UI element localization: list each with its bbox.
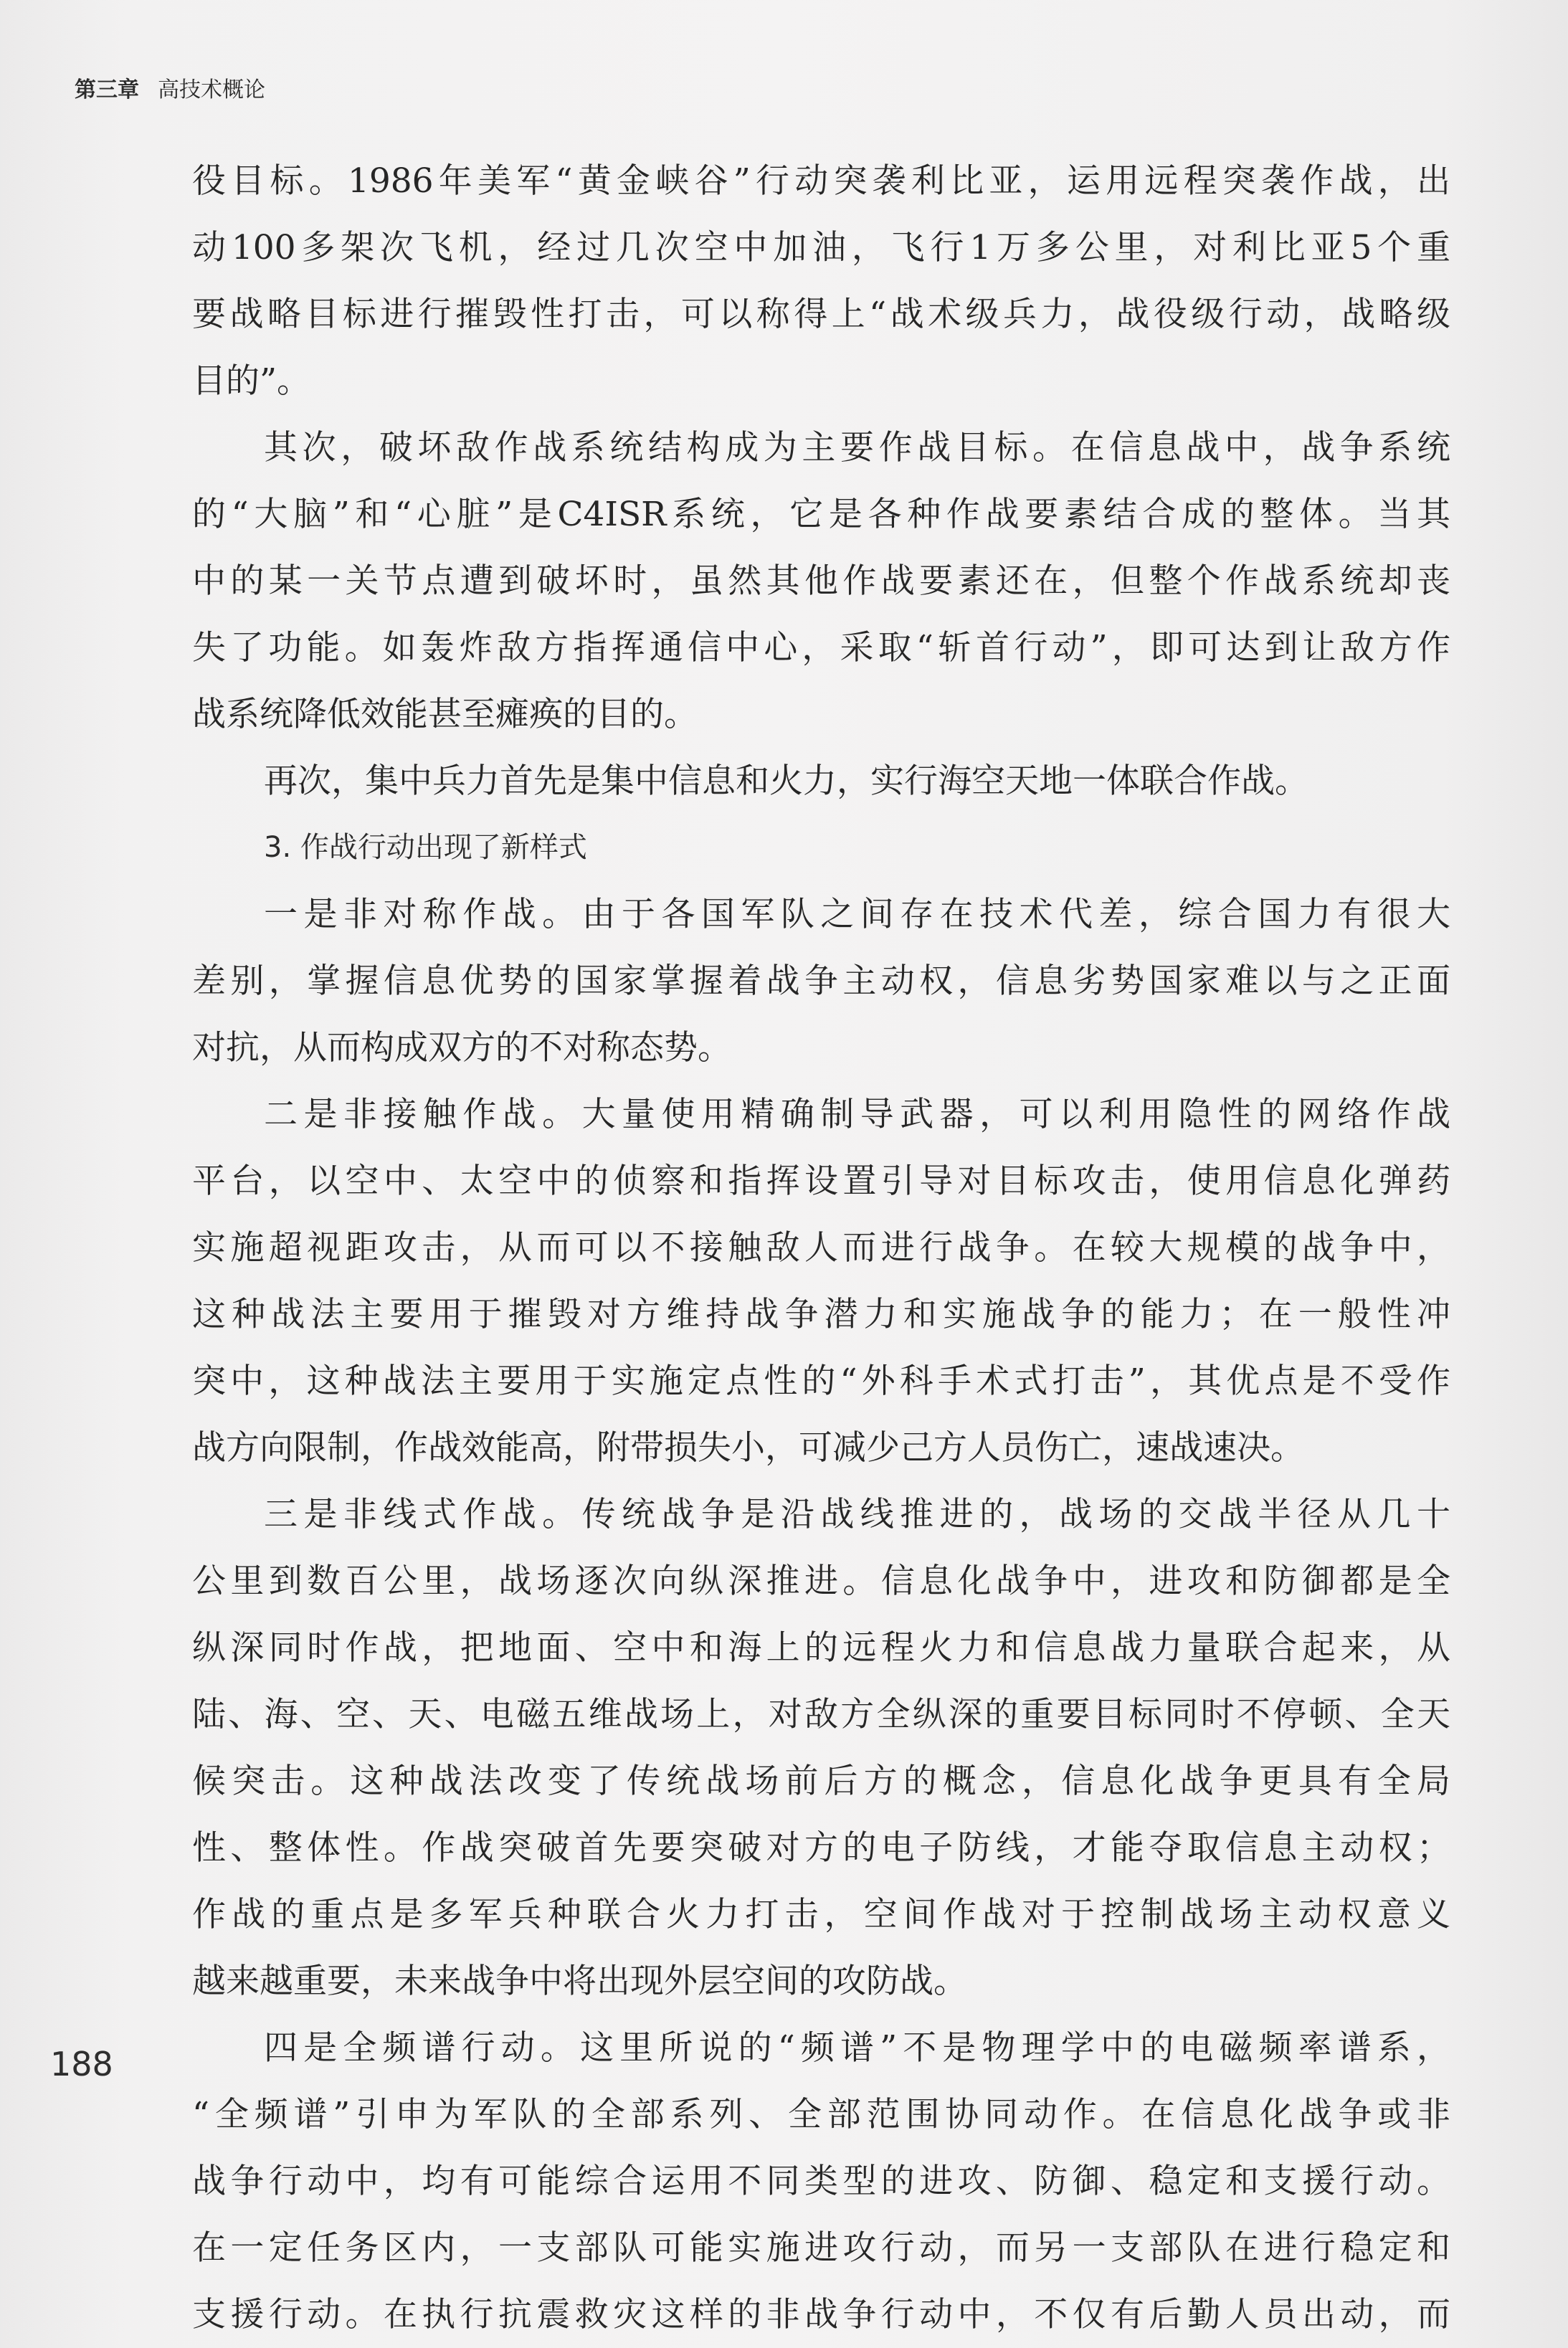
text-line: 目的”。 <box>192 361 311 401</box>
text-line: 战方向限制，作战效能高，附带损失小，可减少己方人员伤亡，速战速决。 <box>192 1428 1304 1468</box>
body-text <box>192 148 1450 2348</box>
text-line: 突中，这种战法主要用于实施定点性的“外科手术式打击”，其优点是不受作 <box>192 1361 1450 1401</box>
text-line: 其次，破坏敌作战系统结构成为主要作战目标。在信息战中，战争系统 <box>264 428 1450 467</box>
text-line: 一是非对称作战。由于各国军队之间存在技术代差，综合国力有很大 <box>264 895 1450 934</box>
text-line: 作战的重点是多军兵种联合火力打击，空间作战对于控制战场主动权意义 <box>192 1895 1450 1934</box>
text-line: “全频谱”引申为军队的全部系列、全部范围协同动作。在信息化战争或非 <box>192 2095 1450 2134</box>
text-line: 战争行动中，均有可能综合运用不同类型的进攻、防御、稳定和支援行动。 <box>192 2162 1450 2201</box>
chapter-title: 高技术概论 <box>158 77 265 103</box>
text-line: 实施超视距攻击，从而可以不接触敌人而进行战争。在较大规模的战争中， <box>192 1228 1450 1268</box>
text-line: 役目标。1986年美军“黄金峡谷”行动突袭利比亚，运用远程突袭作战，出 <box>192 161 1450 201</box>
text-line: 差别，掌握信息优势的国家掌握着战争主动权，信息劣势国家难以与之正面 <box>192 961 1450 1001</box>
page-number: 188 <box>50 2045 113 2083</box>
text-line: 性、整体性。作战突破首先要突破对方的电子防线，才能夺取信息主动权； <box>192 1828 1450 1868</box>
section-heading: 3. 作战行动出现了新样式 <box>264 831 587 864</box>
text-line: 对抗，从而构成双方的不对称态势。 <box>192 1028 731 1068</box>
text-line: 平台，以空中、太空中的侦察和指挥设置引导对目标攻击，使用信息化弹药 <box>192 1161 1450 1201</box>
text-line: 失了功能。如轰炸敌方指挥通信中心，采取“斩首行动”，即可达到让敌方作 <box>192 628 1450 667</box>
chapter-label: 第三章 <box>75 77 139 103</box>
text-line: 二是非接触作战。大量使用精确制导武器，可以利用隐性的网络作战 <box>264 1095 1450 1134</box>
text-line: 中的某一关节点遭到破坏时，虽然其他作战要素还在，但整个作战系统却丧 <box>192 561 1450 601</box>
text-line: 这种战法主要用于摧毁对方维持战争潜力和实施战争的能力；在一般性冲 <box>192 1295 1450 1334</box>
text-line: 公里到数百公里，战场逐次向纵深推进。信息化战争中，进攻和防御都是全 <box>192 1562 1450 1601</box>
text-line: 越来越重要，未来战争中将出现外层空间的攻防战。 <box>192 1962 967 2001</box>
text-line: 四是全频谱行动。这里所说的“频谱”不是物理学中的电磁频率谱系， <box>264 2028 1450 2068</box>
text-line: 候突击。这种战法改变了传统战场前后方的概念，信息化战争更具有全局 <box>192 1762 1450 1801</box>
text-line: 支援行动。在执行抗震救灾这样的非战争行动中，不仅有后勤人员出动，而 <box>192 2295 1450 2334</box>
text-line: 再次，集中兵力首先是集中信息和火力，实行海空天地一体联合作战。 <box>264 761 1308 801</box>
text-line: 的“大脑”和“心脏”是C4ISR系统，它是各种作战要素结合成的整体。当其 <box>192 495 1450 534</box>
text-line: 动100多架次飞机，经过几次空中加油，飞行1万多公里，对利比亚5个重 <box>192 228 1450 267</box>
text-line: 陆、海、空、天、电磁五维战场上，对敌方全纵深的重要目标同时不停顿、全天 <box>192 1695 1450 1734</box>
text-line: 三是非线式作战。传统战争是沿战线推进的，战场的交战半径从几十 <box>264 1495 1450 1534</box>
text-line: 在一定任务区内，一支部队可能实施进攻行动，而另一支部队在进行稳定和 <box>192 2228 1450 2268</box>
text-line: 要战略目标进行摧毁性打击，可以称得上“战术级兵力，战役级行动，战略级 <box>192 295 1450 334</box>
running-head <box>75 72 265 103</box>
text-line: 战系统降低效能甚至瘫痪的目的。 <box>192 695 698 734</box>
text-line: 纵深同时作战，把地面、空中和海上的远程火力和信息战力量联合起来，从 <box>192 1628 1450 1668</box>
